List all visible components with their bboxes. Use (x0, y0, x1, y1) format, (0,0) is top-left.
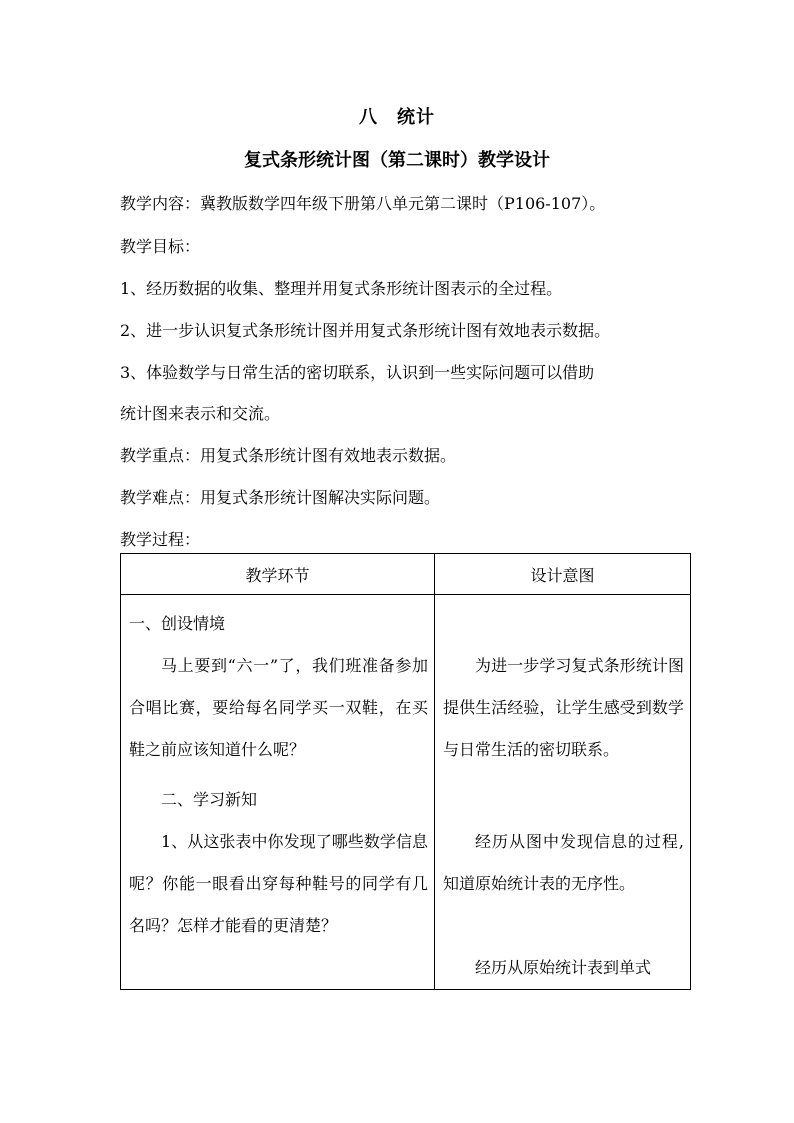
process-label: 教学过程： (120, 530, 201, 549)
table-row (121, 595, 691, 990)
section-1-text: 马上要到“六一”了，我们班准备参加合唱比赛，要给每名同学买一双鞋，在买鞋之前应该知道什么呢？ (129, 656, 428, 759)
goal-1: 1、经历数据的收集、整理并用复式条形统计图表示的全过程。 (120, 279, 563, 298)
intent-3: 经历从原始统计表到单式 (475, 958, 652, 977)
header-teaching-step: 教学环节 (121, 554, 435, 595)
goal-2: 2、进一步认识复式条形统计图并用复式条形统计图有效地表示数据。 (120, 321, 611, 340)
goal-3-line-1: 3、体验数学与日常生活的密切联系，认识到一些实际问题可以借助 (120, 363, 595, 382)
teaching-process-table (120, 553, 691, 990)
goals-label: 教学目标： (120, 237, 201, 256)
intent-1: 为进一步学习复式条形统计图提供生活经验，让学生感受到数学与日常生活的密切联系。 (443, 656, 684, 759)
section-1-title: 一、创设情境 (129, 614, 226, 633)
key-point: 教学重点：用复式条形统计图有效地表示数据。 (120, 446, 457, 465)
chapter-title: 八 统计 (359, 107, 435, 128)
difficulty: 教学难点：用复式条形统计图解决实际问题。 (120, 488, 441, 507)
design-intent-cell (435, 595, 691, 990)
intent-2: 经历从图中发现信息的过程,知道原始统计表的无序性。 (443, 832, 684, 893)
lesson-title: 复式条形统计图（第二课时）教学设计 (244, 150, 550, 171)
teaching-content: 教学内容：冀教版数学四年级下册第八单元第二课时（P106-107）。 (120, 194, 606, 213)
table-header-row (121, 554, 691, 595)
header-design-intent: 设计意图 (435, 554, 691, 595)
section-2-title: 二、学习新知 (161, 790, 258, 809)
section-2-text: 1、从这张表中你发现了哪些数学信息呢？你能一眼看出穿每种鞋号的同学有几名吗？怎样才能看的更清楚？ (129, 832, 428, 935)
teaching-step-cell (121, 595, 435, 990)
goal-3-line-2: 统计图来表示和交流。 (120, 404, 281, 423)
